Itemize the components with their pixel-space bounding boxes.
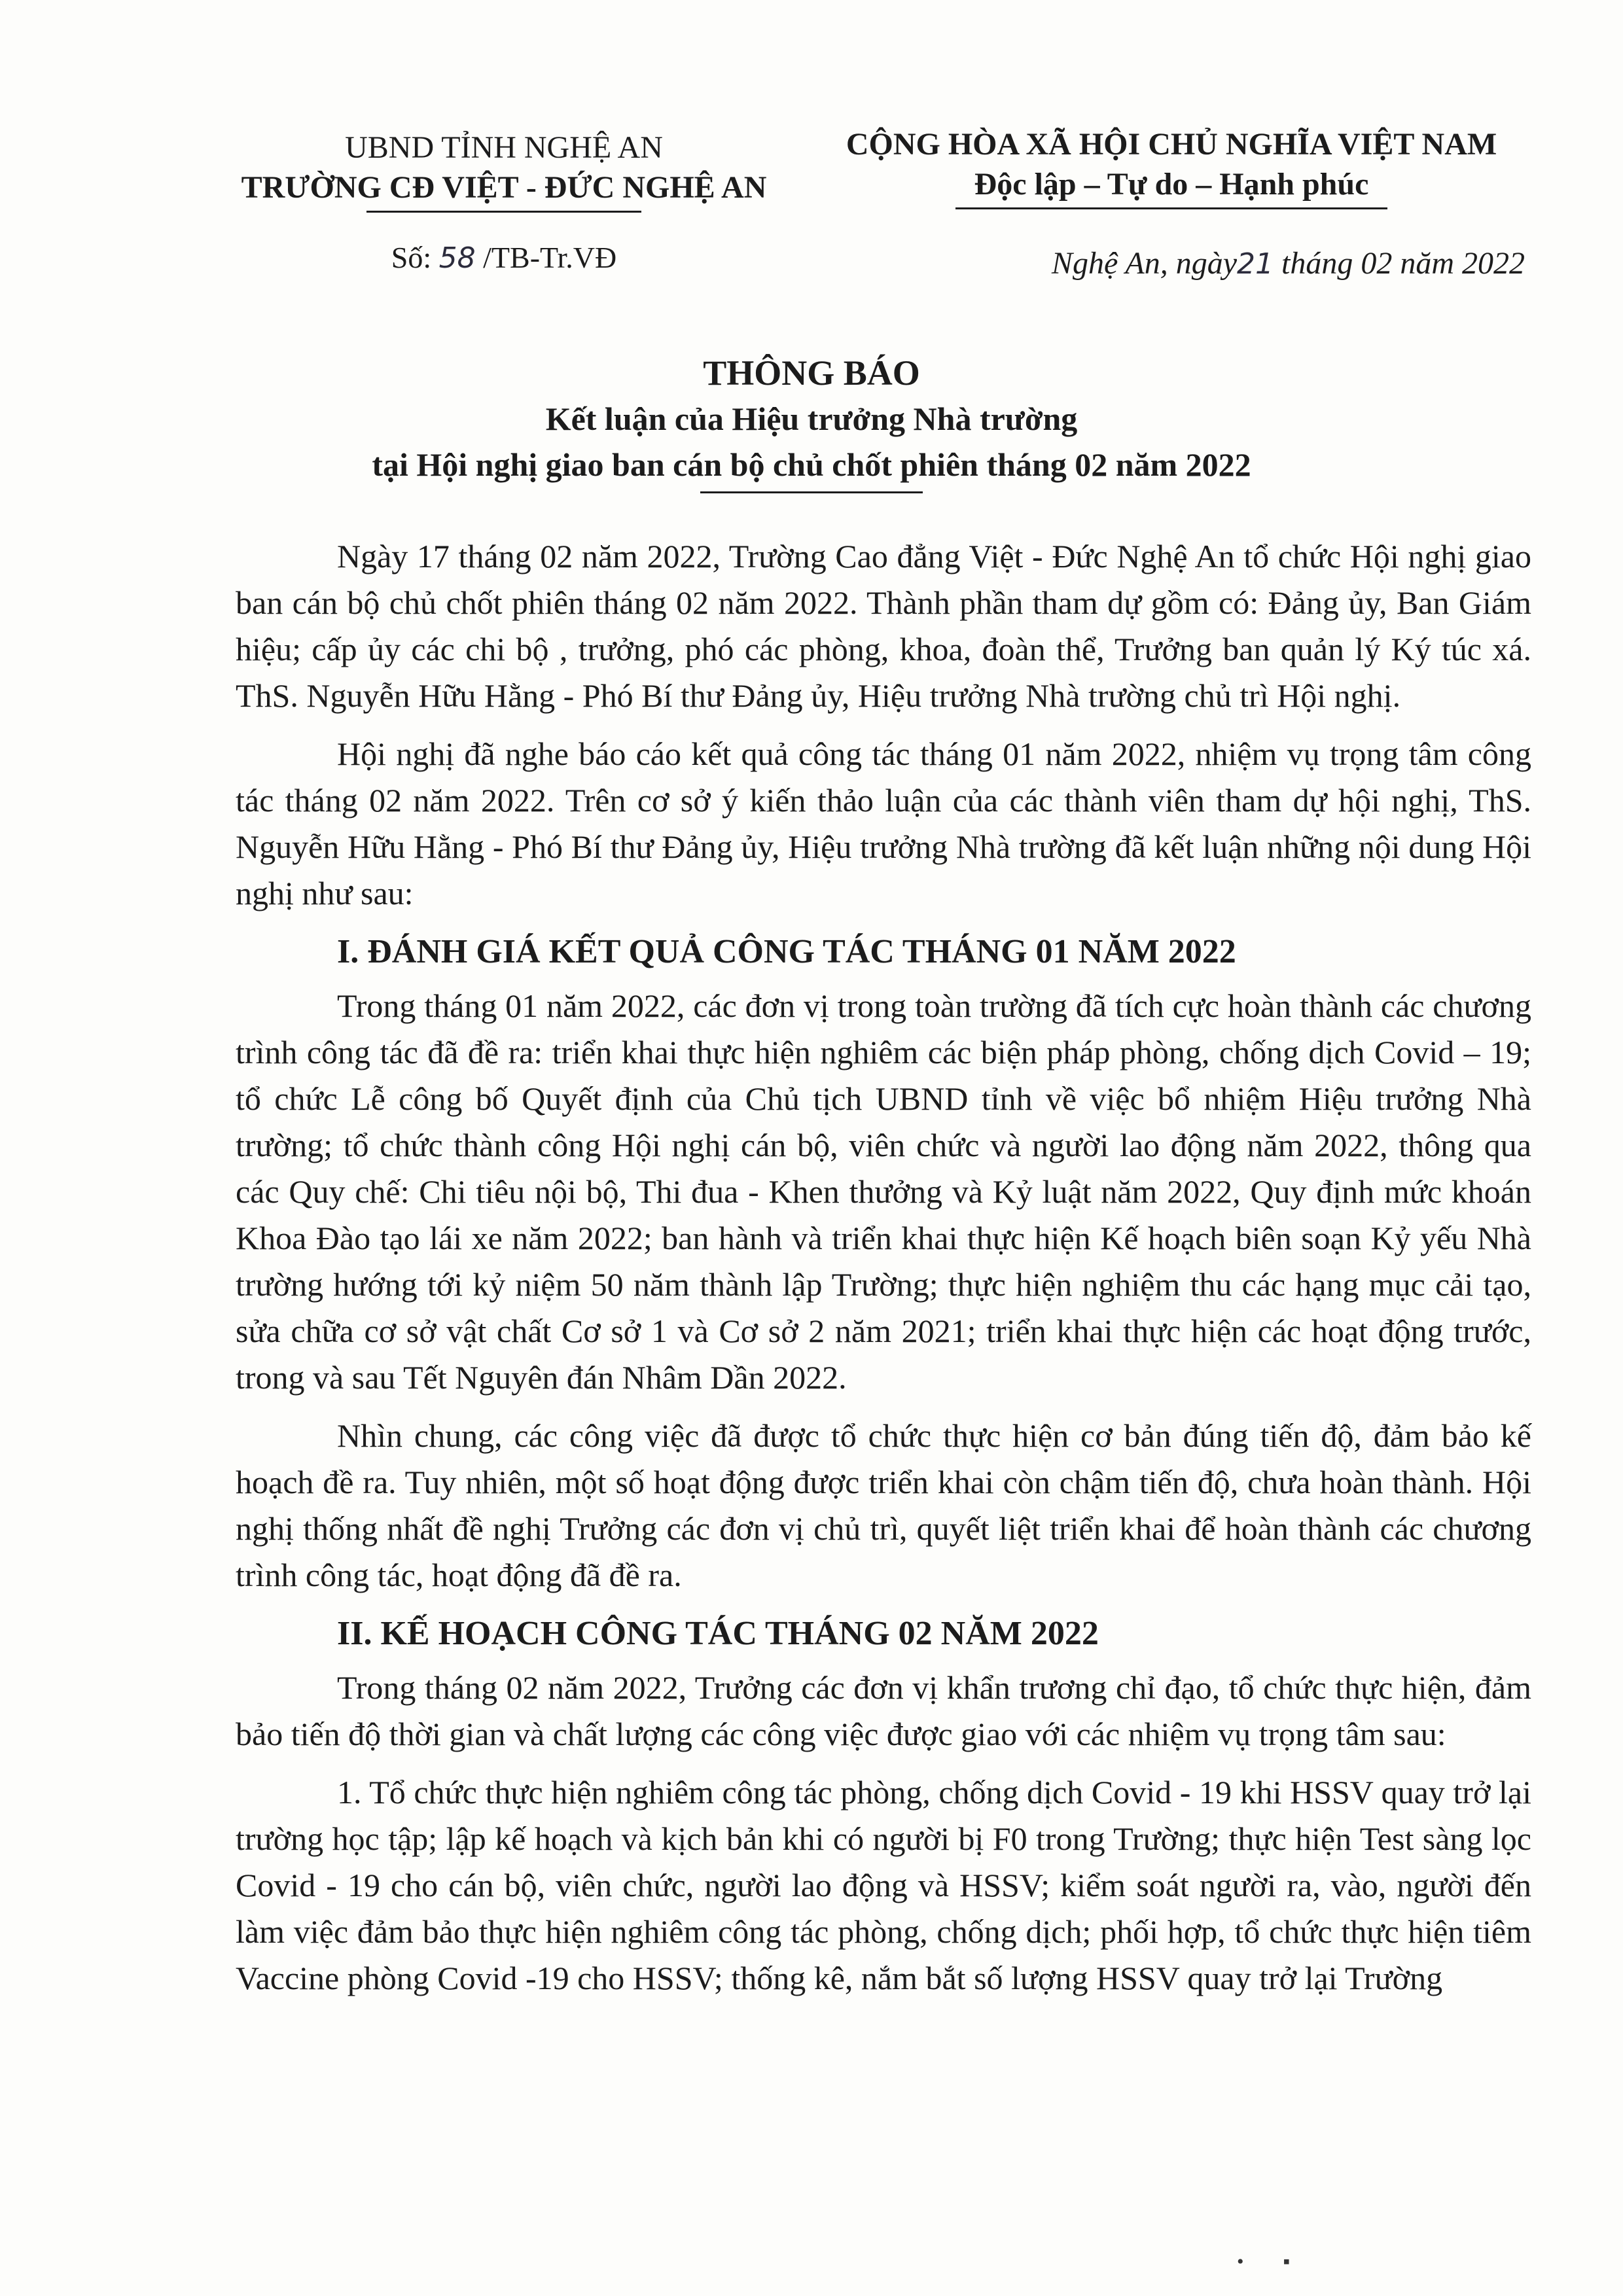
section-2-heading: II. KẾ HOẠCH CÔNG TÁC THÁNG 02 NĂM 2022	[337, 1615, 1099, 1652]
issuer-org-name: TRƯỜNG CĐ VIỆT - ĐỨC NGHỆ AN	[241, 170, 767, 205]
scan-specks: • ▪	[1237, 2251, 1291, 2272]
issuer-block	[196, 128, 812, 277]
document-number-prefix: Số:	[391, 240, 432, 274]
issue-date-suffix: tháng 02 năm 2022	[1281, 246, 1525, 281]
document-number-handwritten: 58	[438, 241, 476, 275]
title-context: tại Hội nghị giao ban cán bộ chủ chốt phiên tháng 02 năm 2022	[372, 446, 1251, 484]
issue-date-day-handwritten: 21	[1237, 247, 1274, 281]
section-1-paragraph-2: Nhìn chung, các công việc đã được tổ chức thực hiện cơ bản đúng tiến độ, đảm bảo kế hoạch đề ra. Tuy nhiên, một số hoạt động được triển khai còn chậm tiến độ, chưa hoàn thành. Hội nghị thống nhất đề nghị Trưởng các đơn vị chủ trì, quyết liệt triển khai để hoàn thành các chương trình công tác, hoạt động đã đề ra.	[236, 1417, 1531, 1593]
document-number	[196, 239, 812, 277]
issuer-underline	[366, 211, 641, 213]
section-2-paragraph-1: Trong tháng 02 năm 2022, Trưởng các đơn vị khẩn trương chỉ đạo, tổ chức thực hiện, đảm bảo tiến độ thời gian và chất lượng các công việc được giao với các nhiệm vụ trọng tâm sau:	[236, 1669, 1531, 1752]
title-underline	[700, 491, 923, 493]
intro-paragraph-2: Hội nghị đã nghe báo cáo kết quả công tác tháng 01 năm 2022, nhiệm vụ trọng tâm công tác tháng 02 năm 2022. Trên cơ sở ý kiến thảo luận của các thành viên tham dự hội nghị, ThS. Nguyễn Hữu Hằng - Phó Bí thư Đảng ủy, Hiệu trưởng Nhà trường đã kết luận những nội dung Hội nghị như sau:	[236, 735, 1531, 911]
section-1-heading: I. ĐÁNH GIÁ KẾT QUẢ CÔNG TÁC THÁNG 01 NĂM 2022	[337, 933, 1236, 970]
document-number-suffix: /TB-Tr.VĐ	[483, 240, 617, 274]
issue-date	[903, 245, 1525, 281]
intro-paragraph-1: Ngày 17 tháng 02 năm 2022, Trường Cao đẳng Việt - Đức Nghệ An tổ chức Hội nghị giao ban cán bộ chủ chốt phiên tháng 02 năm 2022. Thành phần tham dự gồm có: Đảng ủy, Ban Giám hiệu; cấp ủy các chi bộ , trưởng, phó các phòng, khoa, đoàn thể, Trưởng ban quản lý Ký túc xá. ThS. Nguyễn Hữu Hằng - Phó Bí thư Đảng ủy, Hiệu trưởng Nhà trường chủ trì Hội nghị.	[236, 538, 1531, 714]
issue-date-prefix: Nghệ An, ngày	[1051, 246, 1237, 281]
motto-underline	[955, 207, 1387, 209]
document-title	[196, 350, 1427, 493]
country-name: CỘNG HÒA XÃ HỘI CHỦ NGHĨA VIỆT NAM	[846, 127, 1497, 162]
document-body	[236, 533, 1531, 2013]
national-header	[812, 124, 1531, 209]
section-1-paragraph-1: Trong tháng 01 năm 2022, các đơn vị trong toàn trường đã tích cực hoàn thành các chương trình công tác đã đề ra: triển khai thực hiện nghiêm các biện pháp phòng, chống dịch Covid – 19; tổ chức Lễ công bố Quyết định của Chủ tịch UBND tỉnh về việc bổ nhiệm Hiệu trưởng Nhà trường; tổ chức thành công Hội nghị cán bộ, viên chức và người lao động năm 2022, thông qua các Quy chế: Chi tiêu nội bộ, Thi đua - Khen thưởng và Kỷ luật năm 2022, Quy định mức khoán Khoa Đào tạo lái xe năm 2022; ban hành và triển khai thực hiện Kế hoạch biên soạn Kỷ yếu Nhà trường hướng tới kỷ niệm 50 năm thành lập Trường; thực hiện nghiệm thu các hạng mục cải tạo, sửa chữa cơ sở vật chất Cơ sở 1 và Cơ sở 2 năm 2021; triển khai thực hiện các hoạt động trước, trong và sau Tết Nguyên đán Nhâm Dần 2022.	[236, 987, 1531, 1396]
title-subject: Kết luận của Hiệu trưởng Nhà trường	[545, 400, 1078, 438]
title-type: THÔNG BÁO	[703, 353, 920, 393]
national-motto: Độc lập – Tự do – Hạnh phúc	[974, 167, 1369, 202]
issuer-parent-org: UBND TỈNH NGHỆ AN	[345, 130, 663, 165]
section-2-item-1: 1. Tổ chức thực hiện nghiêm công tác phòng, chống dịch Covid - 19 khi HSSV quay trở lại trường học tập; lập kế hoạch và kịch bản khi có người bị F0 trong Trường; thực hiện Test sàng lọc Covid - 19 cho cán bộ, viên chức, người lao động và HSSV; kiểm soát người ra, vào, người đến làm việc đảm bảo thực hiện nghiêm công tác phòng, chống dịch; phối hợp, tổ chức thực hiện tiêm Vaccine phòng Covid -19 cho HSSV; thống kê, nắm bắt số lượng HSSV quay trở lại Trường	[236, 1774, 1531, 1996]
